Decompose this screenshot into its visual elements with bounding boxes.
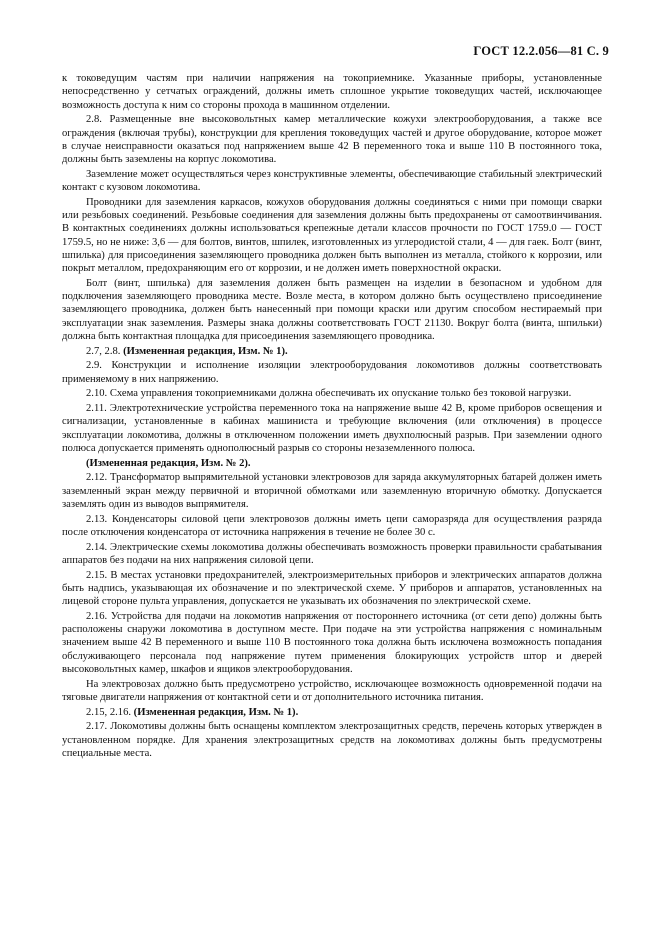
paragraph-2-16 xyxy=(62,610,602,676)
paragraph-2-17 xyxy=(62,720,602,760)
paragraph-amendment-2 xyxy=(62,457,602,470)
paragraph-2-11 xyxy=(62,402,602,455)
paragraph-amendment-2-15-2-16 xyxy=(62,706,602,719)
paragraph-2-9 xyxy=(62,359,602,386)
paragraph-text: 2.11. Электротехнические устройства переменного тока на напряжение выше 42 В, кроме приборов освещения и сигнализации, установленные в кабинах машиниста и требующие включения (или отключения) в процессе эксплуатации локомотива, должны в отключенном положении иметь двухполюсный разрыв. При заземлении одного полюса допускается применять однополюсный разрыв со стороны незаземленного полюса. xyxy=(62,403,602,454)
paragraph-2-10 xyxy=(62,387,602,400)
paragraph-text: 2.16. Устройства для подачи на локомотив напряжения от постороннего источника (от сети депо) должны быть расположены снаружи локомотива в доступном месте. При подаче на эти устройства напряжения с номинальным значением выше 42 В переменного и выше 110 В постоянного тока должна быть исключена возможность попадания обслуживающего персонала под напряжение путем применения блокирующих устройств штор и дверей высоковольтных камер, шкафов и ящиков электрооборудования. xyxy=(62,610,602,675)
paragraph-continuation xyxy=(62,72,602,112)
paragraph-electric-locomotives xyxy=(62,678,602,705)
paragraph-grounding xyxy=(62,168,602,195)
amendment-note: (Измененная редакция, Изм. № 2). xyxy=(86,457,251,469)
paragraph-text: 2.9. Конструкции и исполнение изоляции электрооборудования локомотивов должны соответствовать применяемому в них напряжению. xyxy=(62,360,602,385)
document-body xyxy=(62,72,602,762)
paragraph-text: 2.15. В местах установки предохранителей, электроизмерительных приборов и электрических аппаратов должна быть надпись, указывающая их обозначение и по электрической схеме. У приборов и аппаратов, установленных на лицевой стороне пульта управления, допускается не указывать их обозначения по электрической схеме. xyxy=(62,569,602,607)
paragraph-bolt xyxy=(62,277,602,343)
paragraph-text: Проводники для заземления каркасов, кожухов оборудования должны соединяться с ними при помощи сварки или резьбовых соединений. Резьбовые соединения для заземления должны быть предохранены от самоотвинчивания. В контактных соединениях должны использоваться крепежные детали классов прочности по ГОСТ 1759.0 — ГОСТ 1759.5, но не ниже: 3,6 — для болтов, винтов, шпилек, изготовленных из углеродистой стали, 4 — для гаек. Болт (винт, шпилька) для присоединения заземляющего проводника должен быть выполнен из металла, стойкого к коррозии, или покрыт металлом, предохраняющим его от коррозии, и не должен иметь поверхностной окраски. xyxy=(62,196,602,274)
amendment-note: (Измененная редакция, Изм. № 1). xyxy=(123,345,288,357)
paragraph-text: 2.17. Локомотивы должны быть оснащены комплектом электрозащитных средств, перечень которых утвержден в установленном порядке. Для хранения электрозащитных средств на локомотивах должны быть предусмотрены специальные места. xyxy=(62,721,602,759)
paragraph-amendment-2-7-2-8 xyxy=(62,345,602,358)
paragraph-text: Заземление может осуществляться через конструктивные элементы, обеспечивающие стабильный электрический контакт с кузовом локомотива. xyxy=(62,168,602,193)
paragraph-text: 2.13. Конденсаторы силовой цепи электровозов должны иметь цепи саморазряда для осуществления разряда после отключения конденсатора от источника напряжения в течение не более 30 с. xyxy=(62,513,602,538)
paragraph-2-14 xyxy=(62,541,602,568)
paragraph-text: 2.15, 2.16. xyxy=(86,706,134,718)
paragraph-text: 2.10. Схема управления токоприемниками должна обеспечивать их опускание только без токовой нагрузки. xyxy=(86,388,572,400)
paragraph-text: На электровозах должно быть предусмотрено устройство, исключающее возможность одновременной подачи на тяговые двигатели напряжения от контактной сети и от дополнительного источника питания. xyxy=(62,678,602,703)
paragraph-2-8 xyxy=(62,113,602,166)
paragraph-2-12 xyxy=(62,471,602,511)
paragraph-2-15 xyxy=(62,569,602,609)
paragraph-conductors xyxy=(62,196,602,276)
paragraph-text: 2.7, 2.8. xyxy=(86,345,124,357)
paragraph-text: 2.14. Электрические схемы локомотива должны обеспечивать возможность проверки правильности срабатывания аппаратов без подачи на них напряжения силовой цепи. xyxy=(62,541,602,566)
paragraph-text: к токоведущим частям при наличии напряжения на токоприемнике. Указанные приборы, установленные непосредственно у сетчатых ограждений, должны иметь сплошное укрытие токоведущих частей, исключающее возможность доступа к ним со стороны прохода в машинном отделении. xyxy=(62,73,602,111)
paragraph-text: Болт (винт, шпилька) для заземления должен быть размещен на изделии в безопасном и удобном для подключения заземляющего проводника месте. Возле места, в котором должно быть осуществлено присоединение заземляющего проводника, должен быть нанесенный при помощи краски или другим способом нестираемый при эксплуатации знак заземления. Размеры знака должны соответствовать ГОСТ 21130. Вокруг болта (винта, шпильки) должна быть контактная площадка для присоединения заземляющего проводника. xyxy=(62,277,602,342)
amendment-note: (Измененная редакция, Изм. № 1). xyxy=(133,706,299,718)
paragraph-2-13 xyxy=(62,513,602,540)
page-header: ГОСТ 12.2.056—81 С. 9 xyxy=(473,44,609,58)
paragraph-text: 2.8. Размещенные вне высоковольтных камер металлические кожухи электрооборудования, а также все ограждения (включая трубы), конструкции для крепления токоведущих частей и другое оборудование, которое может в случае неисправности оказаться под напряжением выше 42 В переменного тока и выше 110 В постоянного тока, должны быть заземлены на корпус локомотива. xyxy=(62,114,602,165)
paragraph-text: 2.12. Трансформатор выпрямительной установки электровозов для заряда аккумуляторных батарей должен иметь заземленный экран между первичной и вторичной обмотками или заземленную вторичную обмотку. Допускается заземлять один из выводов выпрямителя. xyxy=(62,472,602,510)
